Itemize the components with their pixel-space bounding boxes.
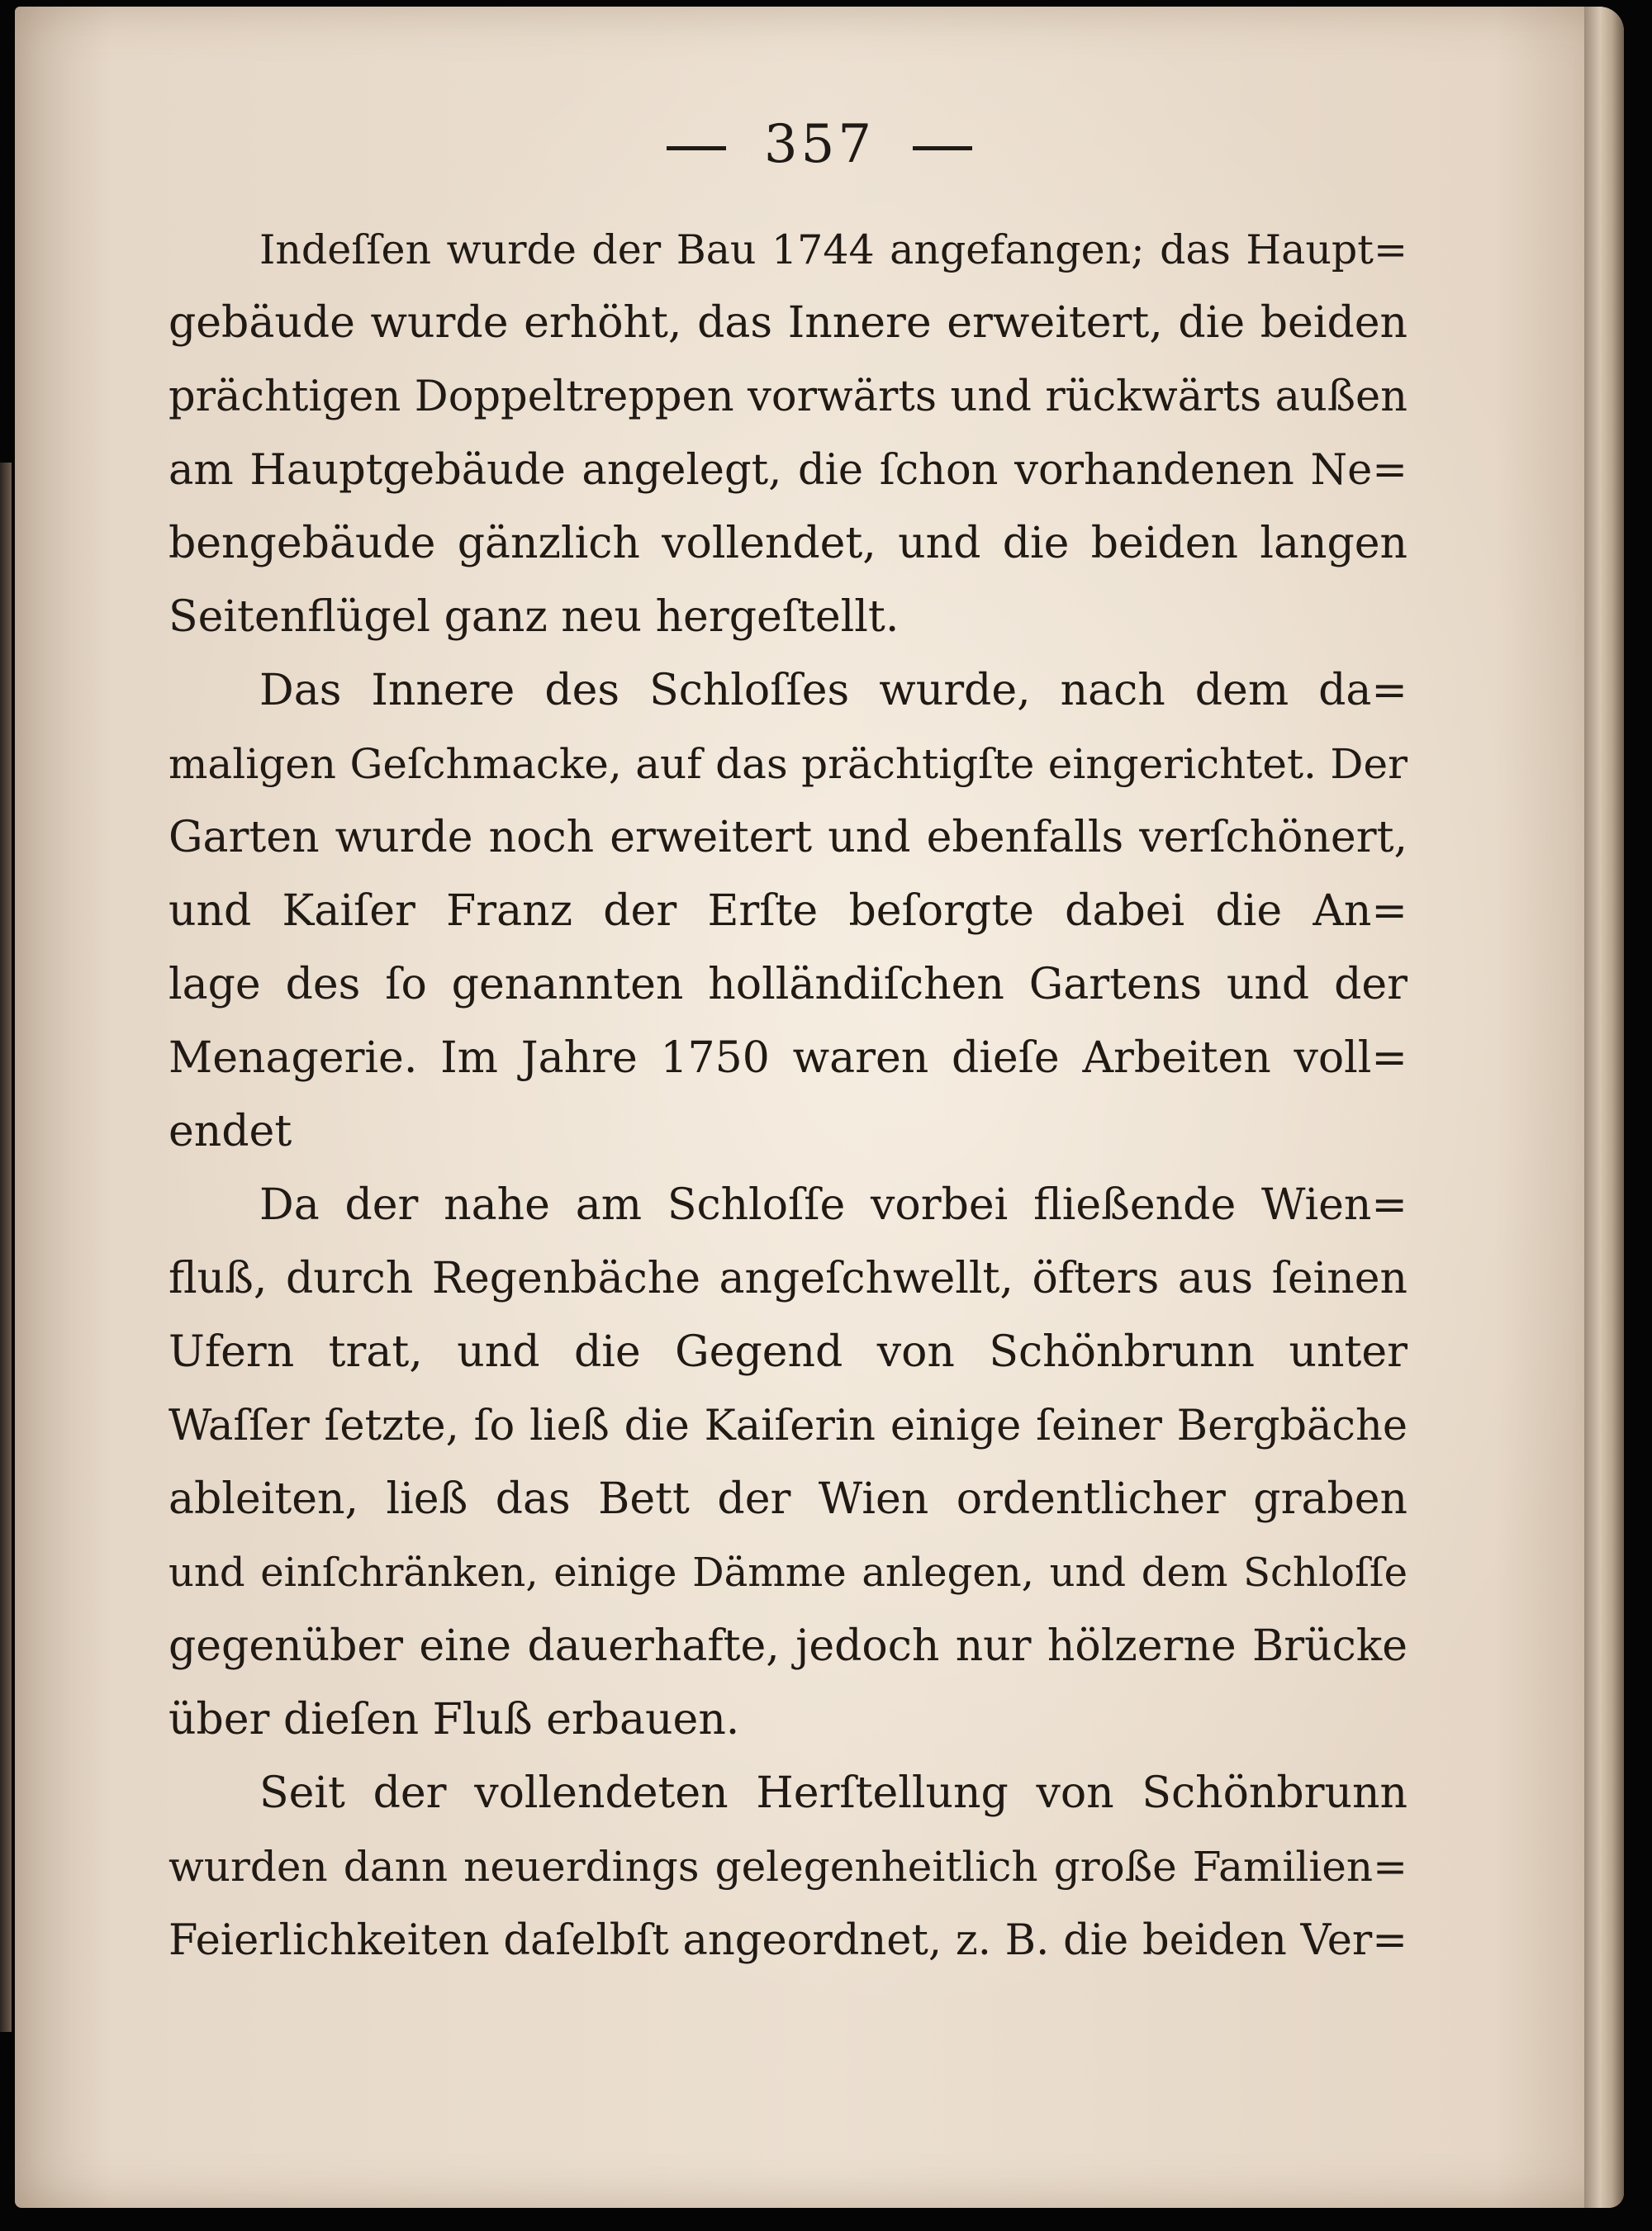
- text-line: Waſſer ſetzte, ſo ließ die Kaiſerin einige ſeiner Bergbäche: [169, 1402, 1408, 1450]
- text-line: endet: [169, 1107, 292, 1156]
- text-line: prächtigen Doppeltreppen vorwärts und rückwärts außen: [169, 373, 1408, 421]
- book-binding: [0, 463, 12, 2032]
- text-line: Garten wurde noch erweitert und ebenfalls verſchönert,: [169, 813, 1408, 862]
- paragraph-3: [169, 1169, 1408, 1757]
- page-number-header: [15, 114, 1624, 175]
- paragraph-2: [169, 654, 1408, 1169]
- text-line: Seit der vollendeten Herſtellung von Schönbrunn: [259, 1768, 1408, 1818]
- text-line: Ufern trat, und die Gegend von Schönbrunn unter: [169, 1327, 1408, 1377]
- text-line: und Kaiſer Franz der Erſte beſorgte dabei die An=: [169, 886, 1408, 936]
- paper-sheet: [15, 7, 1624, 2208]
- text-line: gegenüber eine dauerhafte, jedoch nur hölzerne Brücke: [169, 1621, 1408, 1671]
- text-line: bengebäude gänzlich vollendet, und die beiden langen: [169, 519, 1408, 568]
- text-line: über dieſen Fluß erbauen.: [169, 1695, 740, 1744]
- text-line: Das Innere des Schloſſes wurde, nach dem da=: [259, 666, 1408, 715]
- page-number: 357: [763, 114, 876, 175]
- text-line: lage des ſo genannten holländiſchen Gartens und der: [169, 960, 1408, 1009]
- text-line: wurden dann neuerdings gelegenheitlich große Familien=: [169, 1843, 1408, 1891]
- left-dash: [667, 146, 726, 150]
- text-line: Da der nahe am Schloſſe vorbei fließende Wien=: [259, 1180, 1408, 1230]
- text-line: ableiten, ließ das Bett der Wien ordentlicher graben: [169, 1474, 1408, 1524]
- text-line: Menagerie. Im Jahre 1750 waren dieſe Arbeiten voll=: [169, 1033, 1408, 1083]
- text-line: am Hauptgebäude angelegt, die ſchon vorhandenen Ne=: [169, 446, 1408, 495]
- paragraph-4: [169, 1757, 1408, 1977]
- text-line: Feierlichkeiten daſelbſt angeordnet, z. B. die beiden Ver=: [169, 1916, 1408, 1965]
- text-line: Seitenflügel ganz neu hergeſtellt.: [169, 592, 900, 642]
- text-line: Indeſſen wurde der Bau 1744 angefangen; das Haupt=: [259, 226, 1408, 273]
- text-line: fluß, durch Regenbäche angeſchwellt, öfters aus ſeinen: [169, 1254, 1408, 1303]
- text-line: gebäude wurde erhöht, das Innere erweitert, die beiden: [169, 298, 1408, 348]
- page-edge: [1584, 7, 1624, 2208]
- text-line: und einſchränken, einige Dämme anlegen, und dem Schloſſe: [169, 1550, 1408, 1596]
- right-dash: [913, 146, 972, 150]
- body-text: [169, 213, 1408, 1977]
- text-line: maligen Geſchmacke, auf das prächtigſte eingerichtet. Der: [169, 740, 1408, 788]
- paragraph-1: [169, 213, 1408, 654]
